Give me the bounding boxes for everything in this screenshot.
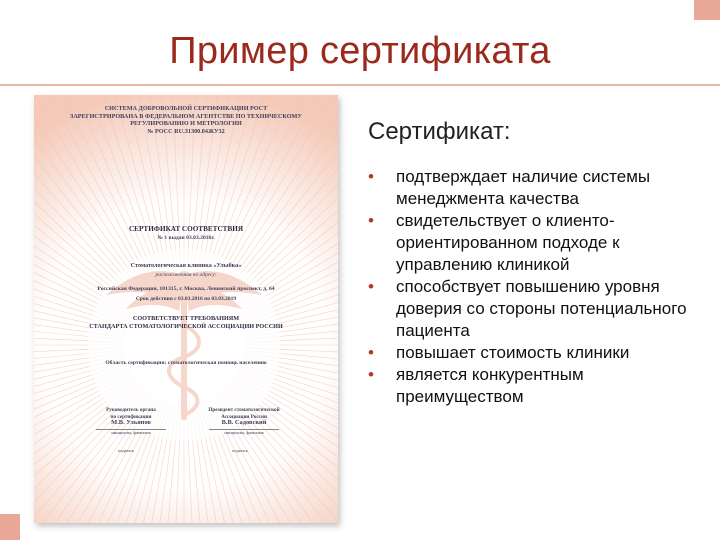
content-subtitle: Сертификат:	[368, 118, 511, 145]
list-item-text: свидетельствует о клиенто-ориентированном подходе к управлению клиникой	[396, 211, 620, 274]
list-item-text: является конкурентным преимуществом	[396, 365, 584, 406]
certificate-clinic-name: Стоматологическая клиника «Улыбка»	[130, 262, 242, 269]
bullet-icon: •	[368, 365, 374, 384]
list-item	[368, 166, 708, 210]
certificate-header-line: РЕГУЛИРОВАНИЮ И МЕТРОЛОГИИ	[130, 120, 242, 127]
list-item	[368, 342, 708, 364]
signer-name: В.В. Садовский	[221, 419, 267, 427]
signer-name: М.В. Ульянов	[111, 419, 151, 427]
bullet-content	[368, 118, 708, 408]
certificate-requirements-line: СООТВЕТСТВУЕТ ТРЕБОВАНИЯМ	[132, 315, 240, 322]
certificate-sunburst-background	[34, 95, 338, 523]
corner-accent-bottom	[0, 514, 20, 540]
certificate-requirements-line: СТАНДАРТА СТОМАТОЛОГИЧЕСКОЙ АССОЦИАЦИИ РОССИИ	[89, 323, 283, 330]
certificate-signer-right	[194, 407, 294, 436]
list-item	[368, 364, 708, 408]
list-item-text: повышает стоимость клиники	[396, 343, 630, 362]
certificate-requirements	[34, 315, 338, 331]
bullet-icon: •	[368, 211, 374, 230]
certificate-header	[34, 105, 338, 135]
certificate-area: Область сертификации: стоматологическая помощь населению	[105, 360, 267, 366]
certificate-number: № 1 выдан 03.03.2016г.	[157, 235, 215, 241]
certificate-header-line: № РОСС RU.З1300.04ЖУ32	[147, 127, 225, 135]
signer-role: Президент стоматологической	[208, 407, 280, 413]
list-item-text: способствует повышению уровня доверия со стороны потенциального пациента	[396, 277, 687, 340]
certificate-address: Российская Федерация, 101315, г. Москва, Ленинский проспект, д. 64	[97, 286, 275, 292]
signer-role: Руководитель органа	[106, 407, 156, 413]
initials-label: инициалы, фамилия	[111, 429, 151, 435]
list-item-text: подтверждает наличие системы менеджмента качества	[396, 167, 651, 208]
certificate-validity: Срок действия с 03.03.2016 по 03.03.2019	[135, 296, 237, 302]
initials-label: инициалы, фамилия	[224, 429, 264, 435]
list-item	[368, 210, 708, 276]
certificate-signer-left	[86, 407, 176, 436]
bullet-icon: •	[368, 277, 374, 296]
certificate-image	[34, 95, 338, 523]
benefits-list	[368, 166, 708, 408]
signature-label: подпись	[232, 448, 249, 453]
certificate-header-line: СИСТЕМА ДОБРОВОЛЬНОЙ СЕРТИФИКАЦИИ РОСТ	[104, 105, 268, 112]
bullet-icon: •	[368, 343, 374, 362]
corner-accent-top	[694, 0, 720, 20]
certificate-location-label: расположенная по адресу:	[155, 272, 217, 278]
list-item	[368, 276, 708, 342]
slide-title: Пример сертификата	[169, 30, 551, 72]
signer-role: Ассоциации России	[221, 413, 267, 420]
title-divider	[0, 84, 720, 86]
bullet-icon: •	[368, 167, 374, 186]
signature-label: подпись	[118, 448, 135, 453]
certificate-header-line: ЗАРЕГИСТРИРОВАНА В ФЕДЕРАЛЬНОМ АГЕНТСТВЕ ПО ТЕХНИЧЕСКОМУ	[70, 112, 302, 120]
certificate-title: СЕРТИФИКАТ СООТВЕТСТВИЯ	[128, 225, 244, 233]
signer-role: по сертификации	[110, 413, 152, 420]
